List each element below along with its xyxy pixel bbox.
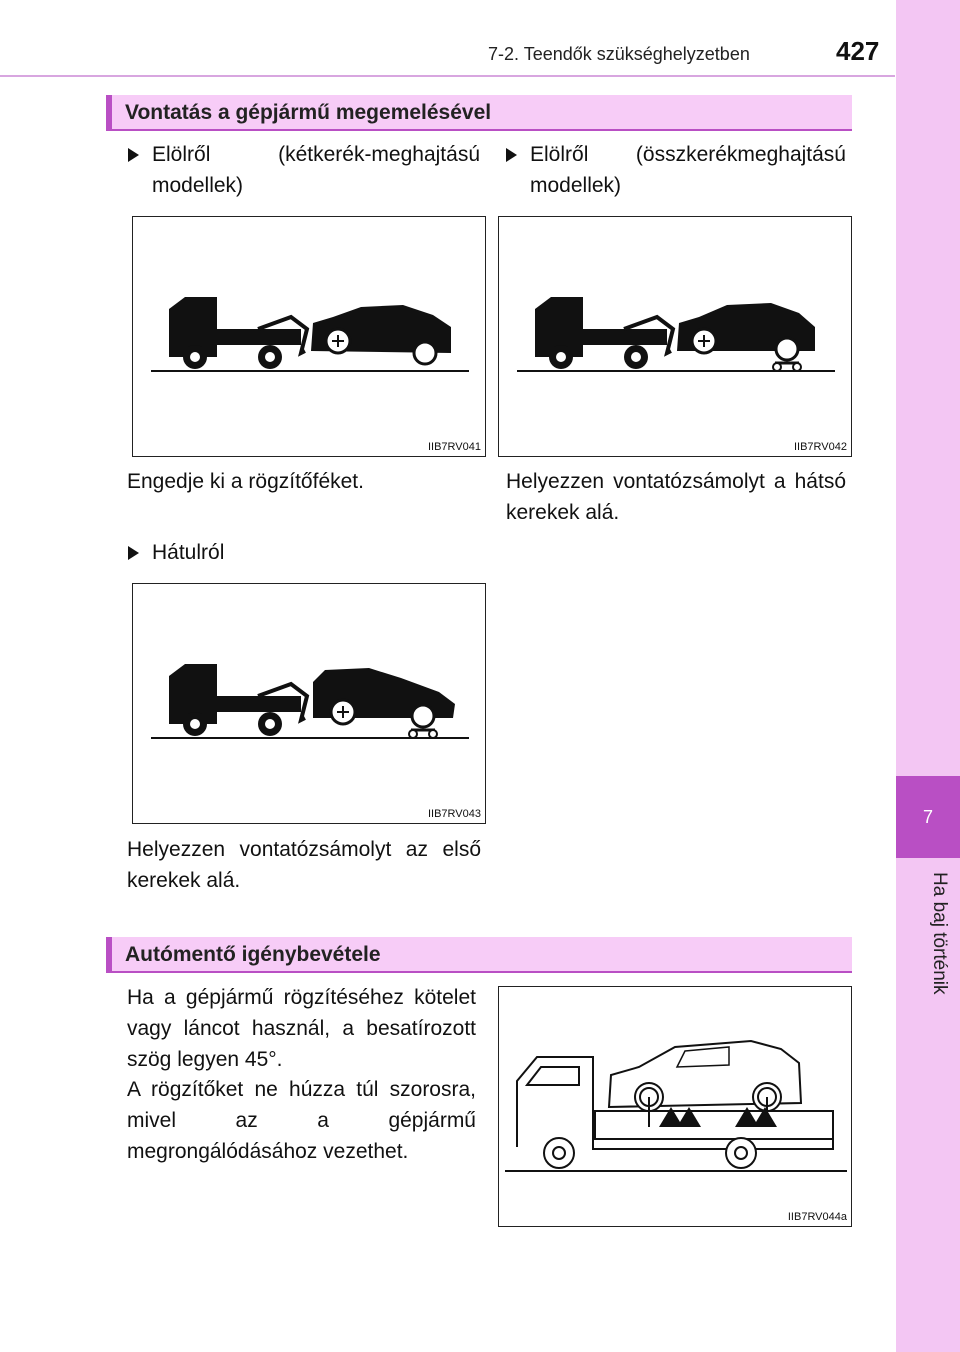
bullet-arrow-icon (506, 148, 517, 162)
section-title: Vontatás a gépjármű megemelésével (125, 101, 492, 124)
caption-release-brake: Engedje ki a rögzítőféket. (127, 470, 364, 493)
figure-code: IIB7RV041 (427, 441, 481, 453)
flatbed-truck-illustration (499, 987, 853, 1228)
chapter-title: 7-2. Teendők szükséghelyzetben (488, 44, 750, 64)
caption-rear-dolly: Helyezzen vontatózsámolyt a hátsó kerekek alá. (506, 470, 846, 524)
header-divider (0, 75, 895, 77)
bullet-text: Elölről (összkerékmeghajtású modellek) (530, 143, 846, 197)
section-heading-towing (106, 95, 852, 131)
bullet-text: Elölről (kétkerék-meghajtású modellek) (152, 143, 480, 197)
tow-truck-illustration (133, 217, 487, 458)
bullet-rear (128, 537, 480, 568)
chapter-number: 7 (922, 806, 933, 827)
figure-code: IIB7RV042 (793, 441, 847, 453)
section-heading-flatbed (106, 937, 852, 973)
caption-front-dolly: Helyezzen vontatózsámolyt az első kerekek alá. (127, 838, 481, 892)
tow-truck-dolly-illustration (499, 217, 853, 458)
tow-truck-rear-illustration (133, 584, 487, 825)
figure-front-2wd (132, 216, 486, 457)
bullet-text: Hátulról (152, 541, 225, 564)
side-tab (896, 0, 960, 776)
chapter-number-tab[interactable] (896, 776, 960, 858)
figure-rear (132, 583, 486, 824)
figure-front-4wd (498, 216, 852, 457)
bullet-arrow-icon (128, 546, 139, 560)
section-title: Autómentő igénybevétele (125, 943, 381, 966)
paragraph-tie-angle: Ha a gépjármű rögzítéséhez kötelet vagy láncot használ, a besatírozott szög legyen 45°. (127, 986, 476, 1071)
figure-flatbed (498, 986, 852, 1227)
bullet-front-2wd (128, 139, 480, 201)
bullet-front-4wd (506, 139, 846, 201)
paragraph-tie-tension: A rögzítőket ne húzza túl szorosra, mivel az a gépjármű megrongálódásához vezethet. (127, 1078, 476, 1163)
figure-code: IIB7RV044a (787, 1211, 847, 1223)
page-number: 427 (836, 36, 880, 66)
figure-code: IIB7RV043 (427, 808, 481, 820)
bullet-arrow-icon (128, 148, 139, 162)
chapter-label: Ha baj történik (929, 872, 950, 995)
